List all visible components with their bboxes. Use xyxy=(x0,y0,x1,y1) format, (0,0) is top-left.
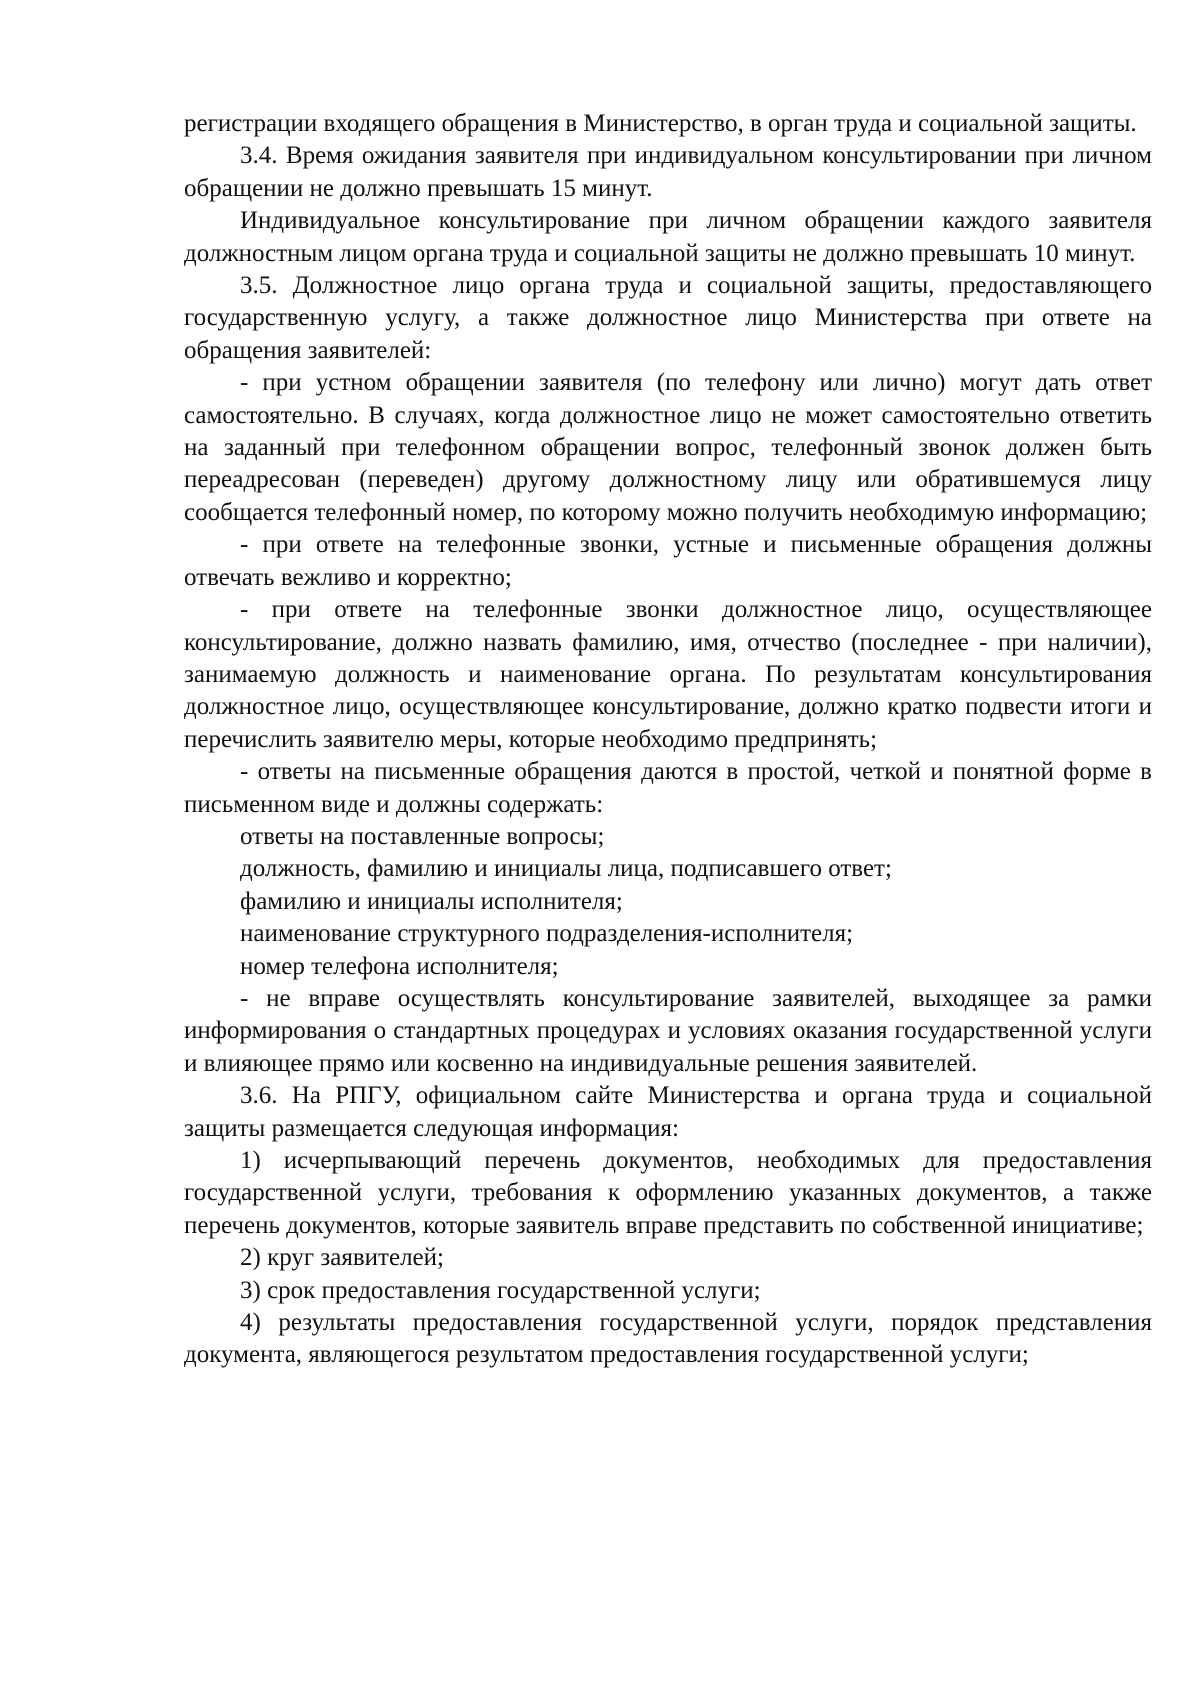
paragraph-polite-answer: - при ответе на телефонные звонки, устные и письменные обращения должны отвечать вежливо и корректно; xyxy=(184,531,1152,591)
paragraph-consulting-limits: - не вправе осуществлять консультирование заявителей, выходящее за рамки информирования о стандартных процедурах и условиях оказания государственной услуги и влияющее прямо или косвенно на индивидуальные решения заявителей. xyxy=(184,984,1152,1077)
paragraph-item-1: 1) исчерпывающий перечень документов, необходимых для предоставления государственной услуги, требования к оформлению указанных документов, а также перечень документов, которые заявитель вправе представить по собственной инициативе; xyxy=(184,1147,1152,1239)
paragraph-item-4: 4) результаты предоставления государственной услуги, порядок представления документа, являющегося результатом предоставления государственной услуги; xyxy=(184,1309,1152,1369)
paragraph-3-4: 3.4. Время ожидания заявителя при индивидуальном консультировании при личном обращении не должно превышать 15 минут. xyxy=(184,142,1152,202)
document-body xyxy=(184,108,1152,1372)
paragraph-individual-consulting: Индивидуальное консультирование при личном обращении каждого заявителя должностным лицом органа труда и социальной защиты не должно превышать 10 минут. xyxy=(184,207,1152,267)
paragraph-oral-request: - при устном обращении заявителя (по телефону или лично) могут дать ответ самостоятельно. В случаях, когда должностное лицо не может самостоятельно ответить на заданный при телефонном обращении вопрос, телефонный звонок должен быть переадресован (переведен) другому должностному лицу или обратившемуся лицу сообщается телефонный номер, по которому можно получить необходимую информацию; xyxy=(184,369,1152,526)
paragraph-item-2: 2) круг заявителей; xyxy=(240,1244,444,1272)
list-item-executor-unit: наименование структурного подразделения-исполнителя; xyxy=(240,920,854,948)
list-item-executor-name: фамилию и инициалы исполнителя; xyxy=(240,887,623,915)
list-item-answers: ответы на поставленные вопросы; xyxy=(240,822,605,850)
paragraph-3-6: 3.6. На РПГУ, официальном сайте Министерства и органа труда и социальной защиты размещается следующая информация: xyxy=(184,1082,1152,1142)
paragraph-phone-answer: - при ответе на телефонные звонки должностное лицо, осуществляющее консультирование, должно назвать фамилию, имя, отчество (последнее - при наличии), занимаемую должность и наименование органа. По результатам консультирования должностное лицо, осуществляющее консультирование, должно кратко подвести итоги и перечислить заявителю меры, которые необходимо предпринять; xyxy=(184,596,1152,753)
list-item-signer: должность, фамилию и инициалы лица, подписавшего ответ; xyxy=(240,855,892,883)
paragraph-item-3: 3) срок предоставления государственной услуги; xyxy=(240,1276,761,1304)
paragraph-3-5: 3.5. Должностное лицо органа труда и социальной защиты, предоставляющего государственную услугу, а также должностное лицо Министерства при ответе на обращения заявителей: xyxy=(184,272,1152,364)
list-item-executor-phone: номер телефона исполнителя; xyxy=(240,952,559,980)
paragraph-continuation: регистрации входящего обращения в Министерство, в орган труда и социальной защиты. xyxy=(184,110,1137,137)
paragraph-written-answer: - ответы на письменные обращения даются в простой, четкой и понятной форме в письменном виде и должны содержать: xyxy=(184,758,1152,818)
